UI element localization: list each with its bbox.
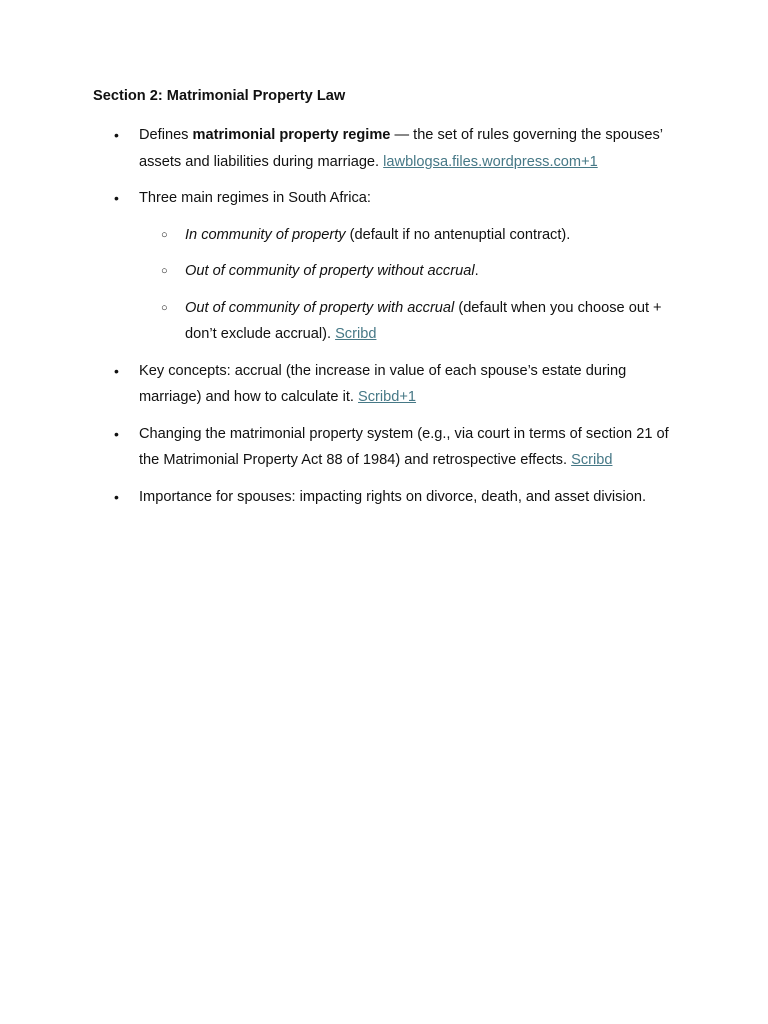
bullet-icon: • xyxy=(114,190,119,206)
source-link[interactable]: lawblogsa.files.wordpress.com+1 xyxy=(383,153,598,170)
sub-bullet-text: (default if no antenuptial contract). xyxy=(345,226,571,243)
source-link[interactable]: Scribd+1 xyxy=(358,389,417,405)
sub-list-item xyxy=(139,222,683,249)
bullet-text: Importance for spouses: impacting rights on divorce, death, and asset division. xyxy=(139,488,646,505)
sub-list-item xyxy=(139,295,683,348)
regime-name: Out of community of property with accrual xyxy=(185,299,455,316)
list-item xyxy=(93,185,683,348)
document-body xyxy=(93,86,683,520)
sub-bullet-icon: ○ xyxy=(161,301,168,314)
bullet-text: — the set of rules governing the spouses’ assets and liabilities during marriage. xyxy=(139,127,663,170)
sub-bullet-icon: ○ xyxy=(161,228,168,241)
source-link[interactable]: Scribd xyxy=(571,452,613,468)
sub-bullet-text: (default when you choose out + don’t exclude accrual). xyxy=(185,299,662,342)
bullet-lead-text: Defines xyxy=(139,127,193,143)
bullet-text: Key concepts: accrual (the increase in value of each spouse’s estate during marriage) and how to calculate it. xyxy=(139,362,627,405)
source-link[interactable]: Scribd xyxy=(335,326,377,342)
list-item xyxy=(93,484,683,511)
bullet-icon: • xyxy=(114,362,119,379)
list-item xyxy=(93,122,683,175)
main-bullet-list xyxy=(93,122,683,510)
bullet-icon: • xyxy=(114,127,119,143)
sub-bullet-icon: ○ xyxy=(161,265,168,277)
regime-name: In community of property xyxy=(185,226,346,243)
regime-name: Out of community of property without accrual xyxy=(185,263,475,279)
bullet-text: Three main regimes in South Africa: xyxy=(139,190,371,206)
bullet-text: Changing the matrimonial property system (e.g., via court in terms of section 21 of the Matrimonial Property Act 88 of 1984) and retrospective effects. xyxy=(139,425,669,468)
bold-term: matrimonial property regime xyxy=(192,127,391,143)
section-heading: Section 2: Matrimonial Property Law xyxy=(93,88,346,104)
sub-bullet-list xyxy=(139,222,683,348)
sub-list-item xyxy=(139,258,683,285)
sub-bullet-text: . xyxy=(474,263,479,279)
bullet-icon: • xyxy=(114,488,119,505)
list-item xyxy=(93,421,683,474)
list-item xyxy=(93,358,683,411)
bullet-icon: • xyxy=(114,425,119,442)
